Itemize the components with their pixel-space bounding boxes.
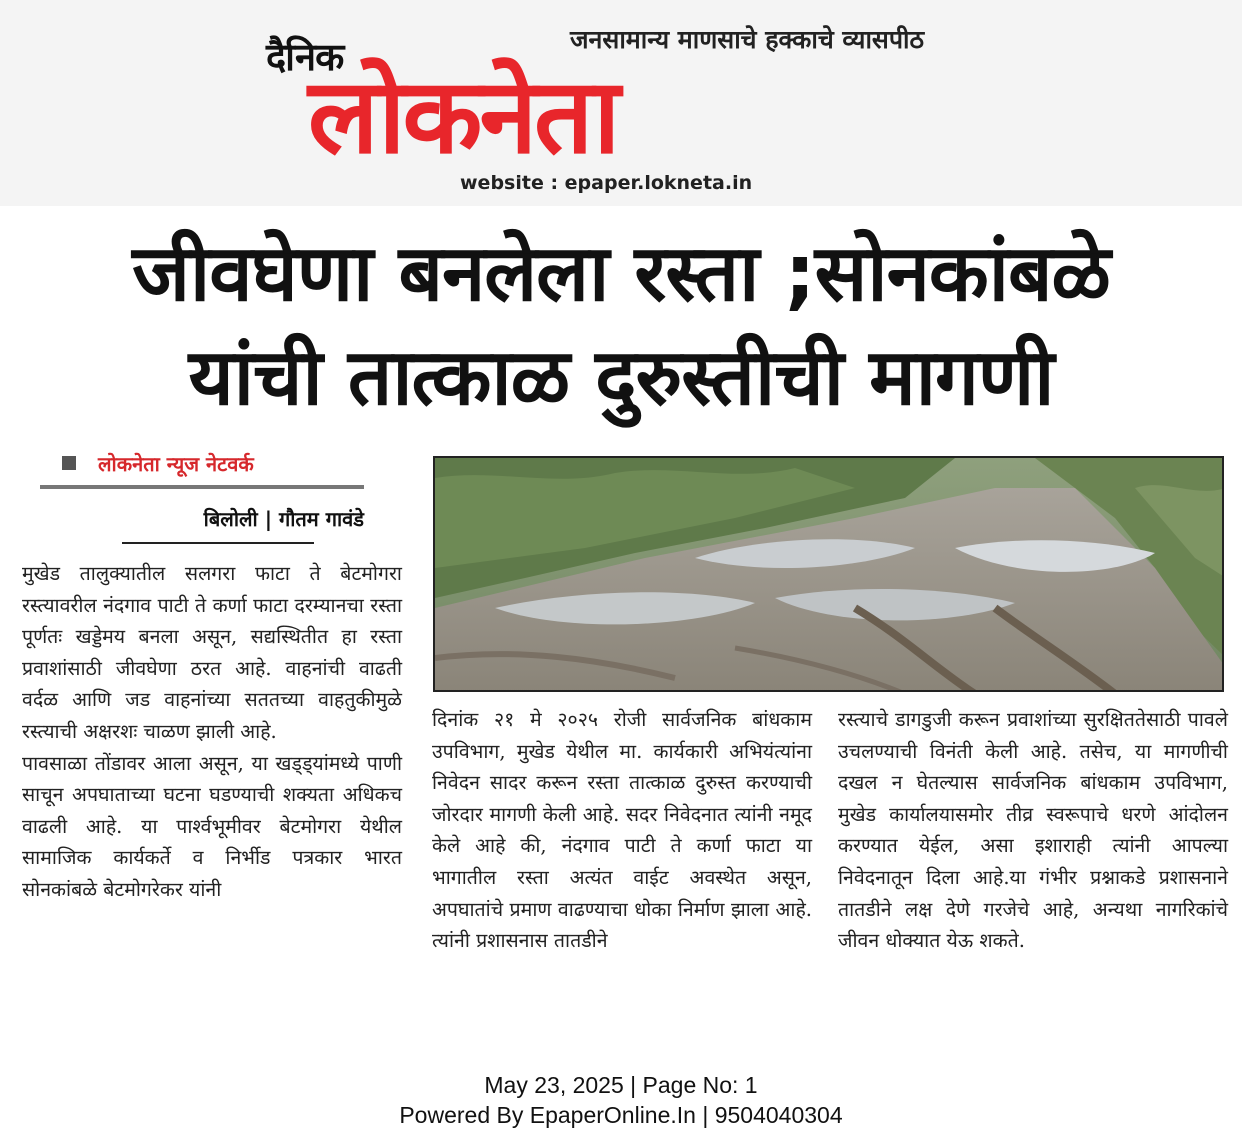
page-footer: [0, 1070, 1242, 1130]
road-potholes-photo: [433, 456, 1224, 692]
article-headline: [0, 222, 1242, 430]
headline-line-1: जीवघेणा बनलेला रस्ता ;सोनकांबळे: [132, 229, 1110, 319]
article-column-1: [22, 558, 402, 906]
byline-divider: [40, 485, 364, 489]
road-photo-illustration: [435, 458, 1224, 692]
square-bullet-icon: [62, 456, 76, 470]
article-column-3: [838, 704, 1228, 957]
newspaper-logo: लोकनेता: [308, 55, 618, 177]
footer-powered-by: Powered By EpaperOnline.In | 9504040304: [399, 1102, 843, 1128]
website-text: website : epaper.lokneta.in: [460, 172, 753, 194]
network-name: लोकनेता न्यूज नेटवर्क: [98, 452, 254, 476]
headline-line-2: यांची तात्काळ दुरुस्तीची मागणी: [188, 333, 1054, 423]
article-paragraph: पावसाळा तोंडावर आला असून, या खड्ड्यांमध्ये पाणी साचून अपघाताच्या घटना घडण्याची शक्यता अधिकच वाढली आहे. या पार्श्वभूमीवर बेटमोगरा येथील सामाजिक कार्यकर्ते व निर्भीड पत्रकार भारत सोनकांबळे बेटमोगरेकर यांनी: [22, 751, 402, 901]
article-paragraph: दिनांक २१ मे २०२५ रोजी सार्वजनिक बांधकाम उपविभाग, मुखेड येथील मा. कार्यकारी अभियंत्यांना निवेदन सादर करून रस्ता तात्काळ दुरुस्त करण्याची जोरदार मागणी केली आहे. सदर निवेदनात त्यांनी नमूद केले आहे की, नंदगाव पाटी ते कर्णा फाटा या भागातील रस्ता अत्यंत वाईट अवस्थेत असून, अपघातांचे प्रमाण वाढण्याचा धोका निर्माण झाला आहे. त्यांनी प्रशासनास तातडीने: [432, 708, 812, 953]
article-column-2: [432, 704, 812, 957]
masthead: [0, 0, 1242, 206]
footer-date-page: May 23, 2025 | Page No: 1: [484, 1072, 758, 1098]
masthead-tagline: जनसामान्य माणसाचे हक्काचे व्यासपीठ: [570, 25, 925, 54]
author-underline: [122, 542, 314, 544]
place-author: बिलोली | गौतम गावंडे: [203, 507, 364, 531]
article-paragraph: रस्त्याचे डागडुजी करून प्रवाशांच्या सुरक्षिततेसाठी पावले उचलण्याची विनंती केली आहे. तसेच, या मागणीची दखल न घेतल्यास सार्वजनिक बांधकाम उपविभाग, मुखेड कार्यालयासमोर तीव्र स्वरूपाचे धरणे आंदोलन करण्यात येईल, असा इशाराही त्यांनी आपल्या निवेदनातून दिला आहे.या गंभीर प्रश्नाकडे प्रशासनाने तातडीने लक्ष देणे गरजेचे आहे, अन्यथा नागरिकांचे जीवन धोक्यात येऊ शकते.: [838, 708, 1228, 953]
article-paragraph: मुखेड तालुक्यातील सलगरा फाटा ते बेटमोगरा रस्त्यावरील नंदगाव पाटी ते कर्णा फाटा दरम्यानचा रस्ता पूर्णतः खड्डेमय बनला असून, सद्यस्थितीत हा रस्ता प्रवाशांसाठी जीवघेणा ठरत आहे. वाहनांची वाढती वर्दळ आणि जड वाहनांच्या सततच्या वाहतुकीमुळे रस्त्याची अक्षरशः चाळण झाली आहे.: [22, 562, 402, 743]
news-network-byline: [62, 450, 254, 477]
masthead-dainik: दैनिक: [266, 35, 344, 79]
